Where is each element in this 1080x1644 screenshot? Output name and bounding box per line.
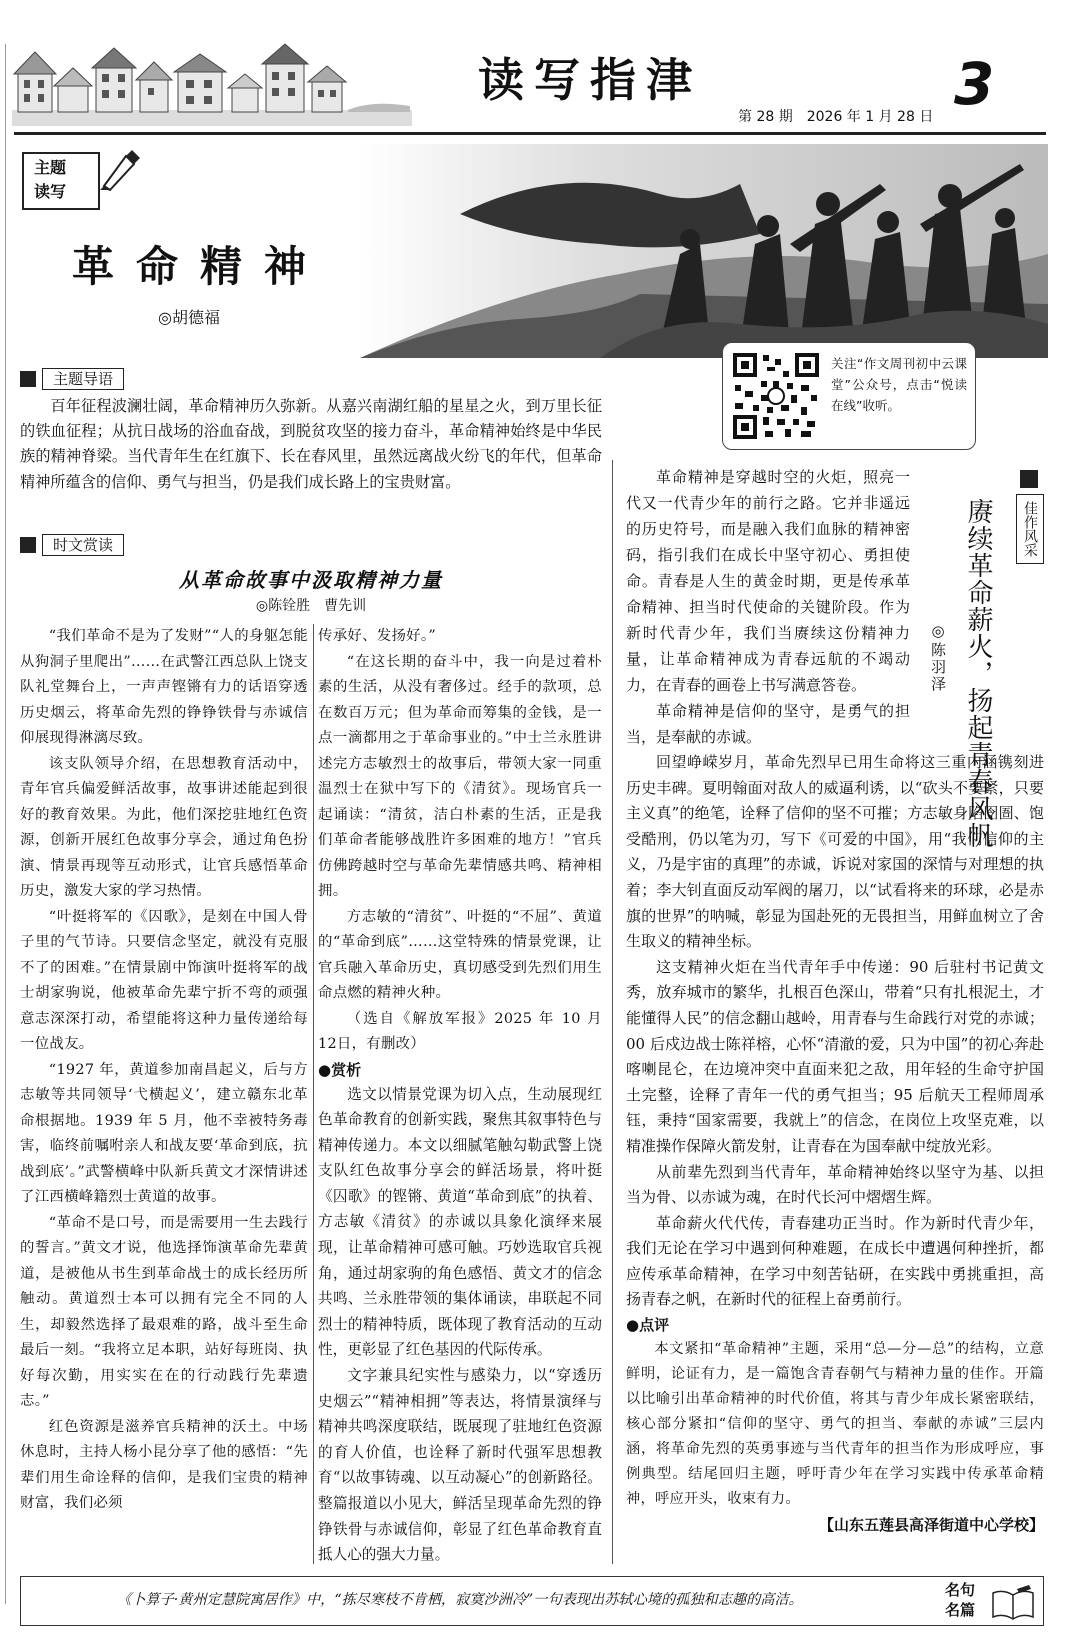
masthead-title: 读写指津 [478, 53, 702, 107]
essay-paragraph: 回望峥嵘岁月，革命先烈早已用生命将这三重内涵镌刻进历史丰碑。夏明翰面对敌人的威逼利诱，以“砍头不要紧，只要主义真”的绝笔，诠释了信仰的坚不可摧；方志敏身陷囹圄、饱受酷刑，仍以笔为刃，写下《可爱的中国》，用“我们信仰的主义，乃是宇宙的真理”的赤诚，诉说对家国的深情与对理想的执着；李大钊直面反动军阀的屠刀，以“试看将来的环球，必是赤旗的世界”的呐喊，彰显为国赴死的无畏担当，用鲜血树立了舍生取义的精神坐标。 [626, 753, 1044, 951]
guide-label [20, 368, 124, 390]
reading-column-2 [318, 624, 602, 1568]
book-icon [989, 1583, 1037, 1621]
footer-quote: 《卜算子·黄州定慧院寓居作》中，“拣尽寒枝不肯栖，寂寞沙洲冷”一句表现出苏轼心境的孤独和志趣的高洁。 [117, 1592, 803, 1608]
essay-intro-column [626, 464, 910, 750]
reading-paragraph: “1927 年，黄道参加南昌起义，后与方志敏等共同领导‘弋横起义’，建立赣东北革命根据地。1939 年 5 月，他不幸被特务毒害，临终前嘱咐亲人和战友要‘革命到底，抗战到底’。”武警横峰中队新兵黄文才深情讲述了江西横峰籍烈士黄道的故事。 [20, 1061, 308, 1205]
footer-quote-box [20, 1576, 1044, 1626]
issue-date: 2026 年 1 月 28 日 [806, 109, 934, 125]
reading-paragraph: 红色资源是滋养官兵精神的沃土。中场休息时，主持人杨小昆分享了他的感悟：“先辈们用生命诠释的信仰，是我们宝贵的精神财富，我们必须 [20, 1418, 308, 1511]
left-margin-rule [0, 44, 6, 1604]
essay-body [626, 750, 1044, 1538]
footer-tag-line2: 名篇 [945, 1601, 976, 1619]
qr-caption: 关注“作文周刊初中云课堂”公众号，点击“悦读在线”收听。 [831, 356, 967, 413]
reading-paragraph: “革命不是口号，而是需要用一生去践行的誓言。”黄文才说，他选择饰演革命先辈黄道，是被他从书生到革命战士的成长经历所触动。黄道烈士本可以拥有完全不同的人生，却毅然选择了最艰难的路，战斗至生命最后一刻。“我将立足本职，站好每班岗、执好每次勤，用实实在在的行动践行先辈遗志。” [20, 1214, 308, 1409]
reading-label [20, 534, 124, 556]
essay-paragraph: 革命精神是信仰的坚守，是勇气的担当，是奉献的赤诚。 [626, 702, 910, 746]
footer-tag-line1: 名句 [945, 1581, 976, 1599]
page-number: 3 [954, 50, 995, 118]
comment-label: ●点评 [626, 1316, 670, 1335]
reading-paragraph: 该支队领导介绍，在思想教育活动中，青年官兵偏爱鲜活故事，故事讲述能起到很好的教育效果。为此，他们深挖驻地红色资源，创新开展红色故事分享会，通过角色扮演、情景再现等互动形式，让官兵感悟革命历史，激发大家的学习热情。 [20, 755, 308, 899]
reading-source: （选自《解放军报》2025 年 10 月 12日，有删改） [318, 1010, 602, 1052]
reading-title: 从革命故事中汲取精神力量 [179, 568, 443, 592]
guide-text: 百年征程波澜壮阔，革命精神历久弥新。从嘉兴南湖红船的星星之火，到万里长征的铁血征程；从抗日战场的浴血奋战，到脱贫攻坚的接力奋斗，革命精神始终是中华民族的精神脊梁。当代青年生在红旗下、长在春风里，虽然远离战火纷飞的年代，但革命精神所蕴含的信仰、勇气与担当，仍是我们成长路上的宝贵财富。 [20, 397, 602, 491]
analysis-paragraph: 文字兼具纪实性与感染力，以“穿透历史烟云”“精神相拥”等表达，将情景演绎与精神共鸣深度联结，既展现了驻地红色资源的育人价值，也诠释了新时代强军思想教育“以故事铸魂、以互动凝心”的创新路径。整篇报道以小见大，鲜活呈现革命先烈的铮铮铁骨与赤诚信仰，彰显了红色革命教育直抵人心的强大力量。 [318, 1367, 602, 1564]
essay-paragraph: 从前辈先烈到当代青年，革命精神始终以坚守为基、以担当为骨、以赤诚为魂，在时代长河中熠熠生辉。 [626, 1162, 1044, 1207]
section-tag-line1: 主题 [34, 158, 67, 177]
comment-paragraph: 本文紧扣“革命精神”主题，采用“总—分—总”的结构，立意鲜明，论证有力，是一篇饱含青春朝气与精神力量的佳作。开篇以比喻引出革命精神的时代价值，将其与青少年成长紧密联结，核心部分紧扣“信仰的坚守、勇气的担当、奉献的赤诚”三层内涵，将革命先烈的英勇事迹与当代青年的担当作为形成呼应，事例典型。结尾回归主题，呼吁青少年在学习实践中传承革命精神，呼应开头，收束有力。 [626, 1341, 1044, 1508]
guide-label-marker [20, 371, 36, 387]
essay-paragraph: 这支精神火炬在当代青年手中传递：90 后驻村书记黄文秀，放弃城市的繁华，扎根百色深山，带着“只有扎根泥土，才能懂得人民”的信念翻山越岭，用青春与生命践行对党的赤诚；00 后戍边战士陈祥榕，心怀“清澈的爱，只为中国”的初心奔赴喀喇昆仑，在边境冲突中直面来犯之敌，用年轻的生命守护国土完整，诠释了青年一代的勇气担当；95 后航天工程师周承钰，秉持“国家需要，我就上”的信念，在岗位上攻坚克难，以精准操作保障火箭发射，让青春在为国奉献中绽放光彩。 [626, 957, 1044, 1155]
column-divider [612, 460, 613, 1564]
essay-tag: 佳作风采 [1016, 494, 1044, 564]
masthead-town-illustration [12, 40, 412, 126]
reading-paragraph: “在这长期的奋斗中，我一向是过着朴素的生活，从没有奢侈过。经手的款项，总在数百万元；但为革命而筹集的金钱，是一点一滴都用之于革命事业的。”中士兰永胜讲述完方志敏烈士的故事后，带领大家一同重温烈士在狱中写下的《清贫》。现场官兵一起诵读：“清贫，洁白朴素的生活，正是我们革命者能够战胜许多困难的地方！”官兵仿佛跨越时空与革命先辈情感共鸣、精神相拥。 [318, 653, 602, 899]
reading-paragraph: 传承好、发扬好。” [318, 628, 436, 644]
essay-title: 赓续革命薪火，扬起青春风帆 [963, 498, 993, 849]
reading-label-marker [20, 537, 36, 553]
section-tag-line2: 读写 [34, 182, 67, 201]
section-tag [22, 152, 100, 210]
footer-tag [945, 1580, 975, 1620]
reading-label-text: 时文赏读 [42, 534, 124, 556]
topic-author: ◎胡德福 [158, 308, 220, 327]
qr-code-icon[interactable] [731, 351, 821, 441]
essay-author: ◎陈羽泽 [929, 622, 947, 693]
issue-number: 第 28 期 [738, 109, 793, 125]
school-name: 【山东五莲县高泽街道中心学校】 [818, 1516, 1044, 1535]
reading-paragraph: “我们革命不是为了发财”“人的身躯怎能从狗洞子里爬出”……在武警江西总队上饶支队礼堂舞台上，一声声铿锵有力的话语穿透历史烟云，将革命先烈的铮铮铁骨与赤诚信仰展现得淋漓尽致。 [20, 628, 308, 746]
reading-paragraph: “叶挺将军的《囚歌》，是刻在中国人骨子里的气节诗。只要信念坚定，就没有克服不了的困难。”在情景剧中饰演叶挺将军的战士胡家驹说，他被革命先辈宁折不弯的顽强意志深深打动，希望能将这种力量传递给每一位战友。 [20, 908, 308, 1052]
guide-label-text: 主题导语 [42, 368, 124, 390]
essay-paragraph: 革命精神是穿越时空的火炬，照亮一代又一代青少年的前行之路。它并非遥远的历史符号，而是融入我们血脉的精神密码，指引我们在成长中坚守初心、勇担使命。青春是人生的黄金时期，更是传承革命精神、担当时代使命的关键阶段。作为新时代青少年，我们当赓续这份精神力量，让革命精神成为青春远航的不竭动力，在青春的画卷上书写满意答卷。 [626, 468, 910, 694]
topic-title: 革命精神 [72, 242, 329, 291]
column-divider [313, 624, 314, 1564]
issue-info [738, 108, 933, 126]
analysis-label: ●赏析 [318, 1060, 362, 1079]
revolution-sculpture-illustration [360, 144, 1048, 358]
analysis-paragraph: 选文以情景党课为切入点，生动展现红色革命教育的创新实践，聚焦其叙事特色与精神传递力。本文以细腻笔触勾勒武警上饶支队红色故事分享会的鲜活场景，将叶挺《囚歌》的铿锵、黄道“革命到底”的执着、方志敏《清贫》的赤诚以具象化演绎来展现，让革命精神可感可触。巧妙选取官兵视角，通过胡家驹的角色感悟、黄文才的信念共鸣、兰永胜带领的集体诵读，串联起不同烈士的精神特质，既体现了教育活动的互动性，更彰显了红色基因的代际传承。 [318, 1085, 602, 1359]
essay-tag-marker [1020, 470, 1038, 488]
reading-author: ◎陈铨胜 曹先训 [255, 598, 367, 614]
reading-paragraph: 方志敏的“清贫”、叶挺的“不屈”、黄道的“革命到底”……这堂特殊的情景党课，让官兵融入革命历史，真切感受到先烈们用生命点燃的精神火种。 [318, 908, 602, 1001]
qr-card [722, 342, 976, 450]
masthead-rule [14, 132, 1046, 135]
reading-column-1 [20, 624, 308, 1517]
pen-icon [96, 146, 142, 192]
essay-paragraph: 革命薪火代代传，青春建功正当时。作为新时代青少年，我们无论在学习中遇到何种难题，在成长中遭遇何种挫折，都应传承革命精神，在学习中刻苦钻研，在实践中勇挑重担，高扬青春之帆，在新时代的征程上奋勇前行。 [626, 1213, 1044, 1309]
